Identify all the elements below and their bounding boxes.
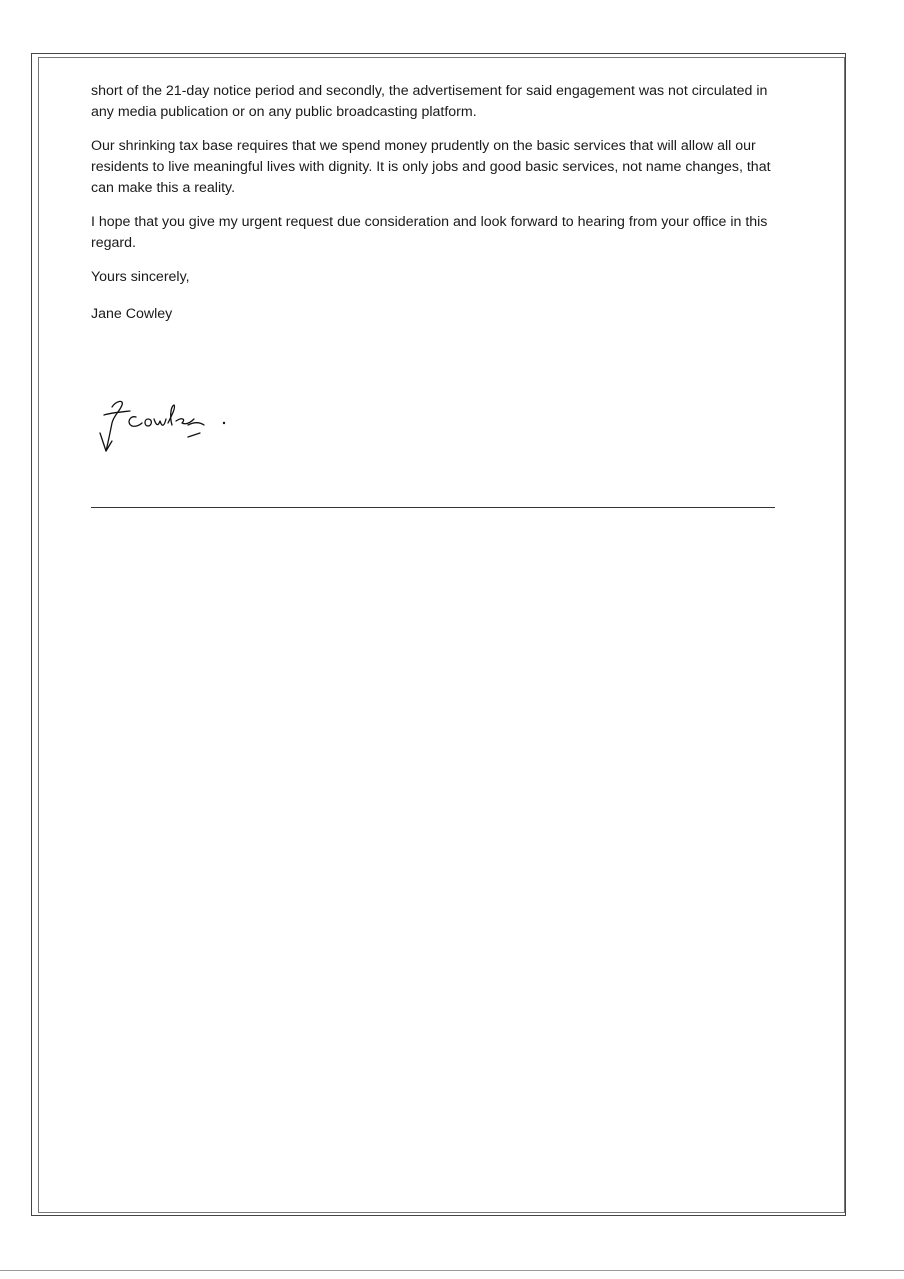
sender-name: Jane Cowley (91, 306, 173, 322)
paragraph-notice-period: short of the 21-day notice period and secondly, the advertisement for said engagement was not circulated in any media publication or on any public broadcasting platform. (91, 83, 768, 120)
handwritten-signature (90, 393, 260, 463)
paragraph-request: I hope that you give my urgent request due consideration and look forward to hearing from your office in this regard. (91, 214, 768, 251)
closing-salutation: Yours sincerely, (91, 269, 190, 285)
paragraph-tax-base: Our shrinking tax base requires that we spend money prudently on the basic services that will allow all our residents to live meaningful lives with dignity. It is only jobs and good basic services, not name changes, that can make this a reality. (91, 138, 771, 196)
footer-divider (91, 507, 775, 508)
scan-edge-line (0, 1270, 904, 1271)
letter-body (91, 81, 791, 338)
